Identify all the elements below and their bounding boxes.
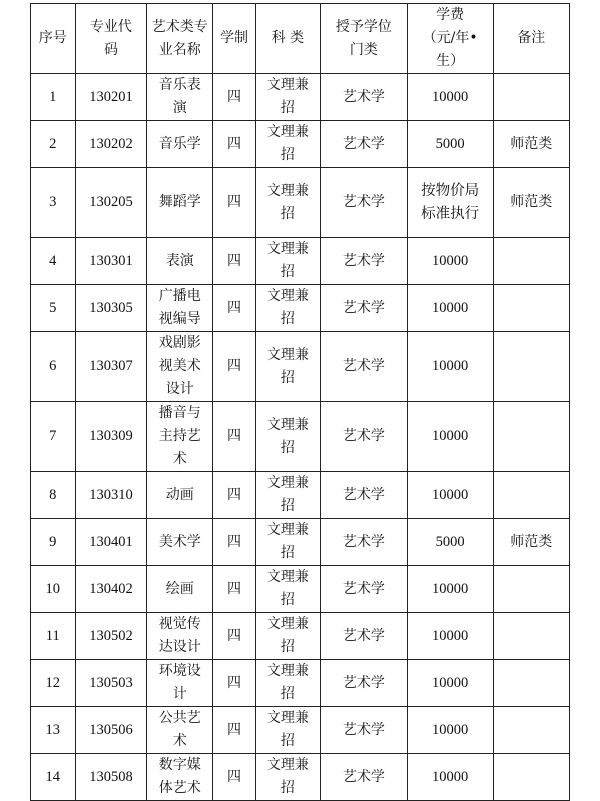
cell-tuition-text: 10000: [431, 358, 469, 374]
cell-tuition: [407, 519, 493, 566]
cell-code: 130401: [75, 519, 147, 566]
cell-duration: 四: [213, 613, 256, 660]
cell-subject: [255, 168, 320, 238]
cell-duration: 四: [213, 332, 256, 402]
table-row: [31, 707, 570, 754]
header-duration: 学制: [213, 4, 256, 74]
table-row: [31, 332, 570, 402]
cell-index: 11: [31, 613, 76, 660]
majors-table: [30, 3, 570, 801]
table-row: [31, 519, 570, 566]
cell-index: 10: [31, 566, 76, 613]
cell-tuition-text: 10000: [431, 88, 469, 105]
cell-tuition-text: 10000: [431, 252, 469, 269]
cell-degree: 艺术学: [321, 74, 408, 121]
cell-code: 130310: [75, 472, 147, 519]
cell-index: 7: [31, 402, 76, 472]
cell-subject: [255, 402, 320, 472]
cell-index: 4: [31, 238, 76, 285]
cell-duration: 四: [213, 121, 256, 168]
table-row: [31, 285, 570, 332]
cell-note: 师范类: [493, 519, 569, 566]
cell-name-text: 环境设计: [158, 663, 201, 702]
cell-code: 130402: [75, 566, 147, 613]
table-row: [31, 402, 570, 472]
cell-degree: 艺术学: [321, 402, 408, 472]
cell-index: 8: [31, 472, 76, 519]
header-tuition-text: 学费（元/年•生）: [422, 7, 478, 69]
cell-tuition: [407, 74, 493, 121]
cell-subject-text: 文理兼招: [266, 475, 309, 514]
cell-duration: 四: [213, 238, 256, 285]
cell-name: [147, 238, 213, 285]
cell-name: [147, 168, 213, 238]
cell-degree: 艺术学: [321, 519, 408, 566]
cell-subject: [255, 121, 320, 168]
cell-name: [147, 566, 213, 613]
cell-subject-text: 文理兼招: [266, 241, 309, 280]
cell-degree: 艺术学: [321, 613, 408, 660]
cell-subject-text: 文理兼招: [266, 416, 309, 456]
header-subject: 科 类: [255, 4, 320, 74]
cell-subject: [255, 613, 320, 660]
cell-name-text: 戏剧影视美术设计: [158, 335, 201, 397]
cell-subject-text: 文理兼招: [266, 757, 309, 796]
cell-note: [493, 613, 569, 660]
cell-note: [493, 566, 569, 613]
cell-tuition: [407, 754, 493, 801]
cell-subject-text: 文理兼招: [266, 663, 309, 702]
table-row: [31, 754, 570, 801]
cell-index: 13: [31, 707, 76, 754]
header-degree: [321, 4, 408, 74]
cell-subject-text: 文理兼招: [266, 182, 309, 222]
header-note: 备注: [493, 4, 569, 74]
cell-name-text: 动画: [165, 486, 194, 503]
cell-note: [493, 754, 569, 801]
cell-code: 130305: [75, 285, 147, 332]
cell-duration: 四: [213, 168, 256, 238]
table-row: [31, 168, 570, 238]
cell-duration: 四: [213, 660, 256, 707]
cell-tuition: [407, 660, 493, 707]
cell-name: [147, 519, 213, 566]
cell-tuition: [407, 402, 493, 472]
table-row: [31, 660, 570, 707]
cell-note: [493, 332, 569, 402]
cell-code: 130506: [75, 707, 147, 754]
cell-subject: [255, 707, 320, 754]
cell-tuition: [407, 168, 493, 238]
cell-subject-text: 文理兼招: [266, 346, 309, 386]
cell-index: 14: [31, 754, 76, 801]
cell-code: 130309: [75, 402, 147, 472]
cell-name-text: 公共艺术: [158, 710, 201, 749]
cell-degree: 艺术学: [321, 707, 408, 754]
cell-tuition-text: 5000: [435, 135, 465, 152]
cell-name: [147, 74, 213, 121]
cell-name-text: 广播电视编导: [158, 288, 201, 327]
table-row: [31, 613, 570, 660]
table-row: [31, 238, 570, 285]
header-name-text: 艺术类专业名称: [151, 18, 208, 58]
cell-tuition: [407, 285, 493, 332]
cell-duration: 四: [213, 402, 256, 472]
cell-note: [493, 660, 569, 707]
cell-tuition-text: 10000: [431, 627, 469, 644]
cell-tuition: [407, 472, 493, 519]
cell-subject: [255, 285, 320, 332]
cell-tuition-text: 5000: [435, 533, 465, 550]
cell-name: [147, 402, 213, 472]
table-header-row: [31, 4, 570, 74]
cell-subject-text: 文理兼招: [266, 77, 309, 116]
cell-note: 师范类: [493, 168, 569, 238]
cell-note: 师范类: [493, 121, 569, 168]
header-code: [75, 4, 147, 74]
cell-name-text: 音乐表演: [158, 77, 201, 116]
cell-tuition: [407, 707, 493, 754]
cell-degree: 艺术学: [321, 121, 408, 168]
cell-code: 130307: [75, 332, 147, 402]
header-code-text: 专业代码: [89, 18, 132, 58]
cell-note: [493, 238, 569, 285]
cell-tuition: [407, 238, 493, 285]
cell-tuition-text: 10000: [431, 428, 469, 444]
table-body: [31, 74, 570, 801]
cell-name-text: 视觉传达设计: [158, 616, 201, 655]
cell-degree: 艺术学: [321, 285, 408, 332]
cell-duration: 四: [213, 74, 256, 121]
cell-name-text: 美术学: [158, 533, 201, 550]
cell-code: 130201: [75, 74, 147, 121]
cell-degree: 艺术学: [321, 660, 408, 707]
cell-note: [493, 472, 569, 519]
cell-tuition-text: 10000: [431, 768, 469, 785]
cell-duration: 四: [213, 472, 256, 519]
header-degree-text: 授予学位门类: [335, 18, 392, 58]
cell-tuition-text: 10000: [431, 486, 469, 503]
cell-note: [493, 402, 569, 472]
cell-index: 2: [31, 121, 76, 168]
cell-degree: 艺术学: [321, 472, 408, 519]
cell-name-text: 音乐学: [158, 135, 201, 152]
cell-code: 130508: [75, 754, 147, 801]
cell-index: 3: [31, 168, 76, 238]
cell-tuition-text: 10000: [431, 580, 469, 597]
cell-code: 130205: [75, 168, 147, 238]
cell-name: [147, 613, 213, 660]
table-row: [31, 566, 570, 613]
cell-subject-text: 文理兼招: [266, 616, 309, 655]
cell-name: [147, 121, 213, 168]
cell-duration: 四: [213, 707, 256, 754]
cell-tuition: [407, 332, 493, 402]
cell-subject: [255, 332, 320, 402]
cell-subject: [255, 74, 320, 121]
cell-index: 5: [31, 285, 76, 332]
cell-tuition: [407, 121, 493, 168]
cell-degree: 艺术学: [321, 168, 408, 238]
cell-name-text: 数字媒体艺术: [158, 757, 201, 796]
cell-name-text: 表演: [165, 252, 194, 269]
cell-degree: 艺术学: [321, 238, 408, 285]
cell-degree: 艺术学: [321, 754, 408, 801]
cell-note: [493, 74, 569, 121]
table-row: [31, 472, 570, 519]
cell-name-text: 播音与主持艺术: [158, 405, 201, 467]
header-index: 序号: [31, 4, 76, 74]
cell-subject-text: 文理兼招: [266, 124, 309, 163]
cell-subject-text: 文理兼招: [266, 710, 309, 749]
cell-subject: [255, 238, 320, 285]
cell-degree: 艺术学: [321, 332, 408, 402]
cell-tuition-text: 10000: [431, 299, 469, 316]
cell-code: 130301: [75, 238, 147, 285]
cell-name-text: 舞蹈学: [158, 194, 201, 210]
cell-subject-text: 文理兼招: [266, 288, 309, 327]
cell-code: 130502: [75, 613, 147, 660]
cell-subject: [255, 660, 320, 707]
cell-name: [147, 754, 213, 801]
cell-note: [493, 707, 569, 754]
cell-name: [147, 285, 213, 332]
cell-index: 6: [31, 332, 76, 402]
cell-tuition: [407, 613, 493, 660]
cell-tuition-text: 10000: [431, 674, 469, 691]
cell-note: [493, 285, 569, 332]
cell-subject: [255, 754, 320, 801]
cell-code: 130202: [75, 121, 147, 168]
header-name: [147, 4, 213, 74]
cell-code: 130503: [75, 660, 147, 707]
cell-index: 1: [31, 74, 76, 121]
cell-subject-text: 文理兼招: [266, 522, 309, 561]
cell-name: [147, 332, 213, 402]
cell-index: 9: [31, 519, 76, 566]
cell-duration: 四: [213, 566, 256, 613]
cell-subject: [255, 566, 320, 613]
table-row: [31, 74, 570, 121]
cell-name: [147, 660, 213, 707]
cell-subject: [255, 472, 320, 519]
cell-name-text: 绘画: [165, 580, 194, 597]
cell-duration: 四: [213, 754, 256, 801]
cell-tuition-text: 10000: [431, 721, 469, 738]
cell-subject-text: 文理兼招: [266, 569, 309, 608]
cell-degree: 艺术学: [321, 566, 408, 613]
cell-name: [147, 472, 213, 519]
cell-tuition-text: 按物价局标准执行: [421, 182, 480, 222]
cell-tuition: [407, 566, 493, 613]
cell-index: 12: [31, 660, 76, 707]
cell-subject: [255, 519, 320, 566]
cell-duration: 四: [213, 519, 256, 566]
cell-name: [147, 707, 213, 754]
cell-duration: 四: [213, 285, 256, 332]
header-tuition: [407, 4, 493, 74]
table-row: [31, 121, 570, 168]
